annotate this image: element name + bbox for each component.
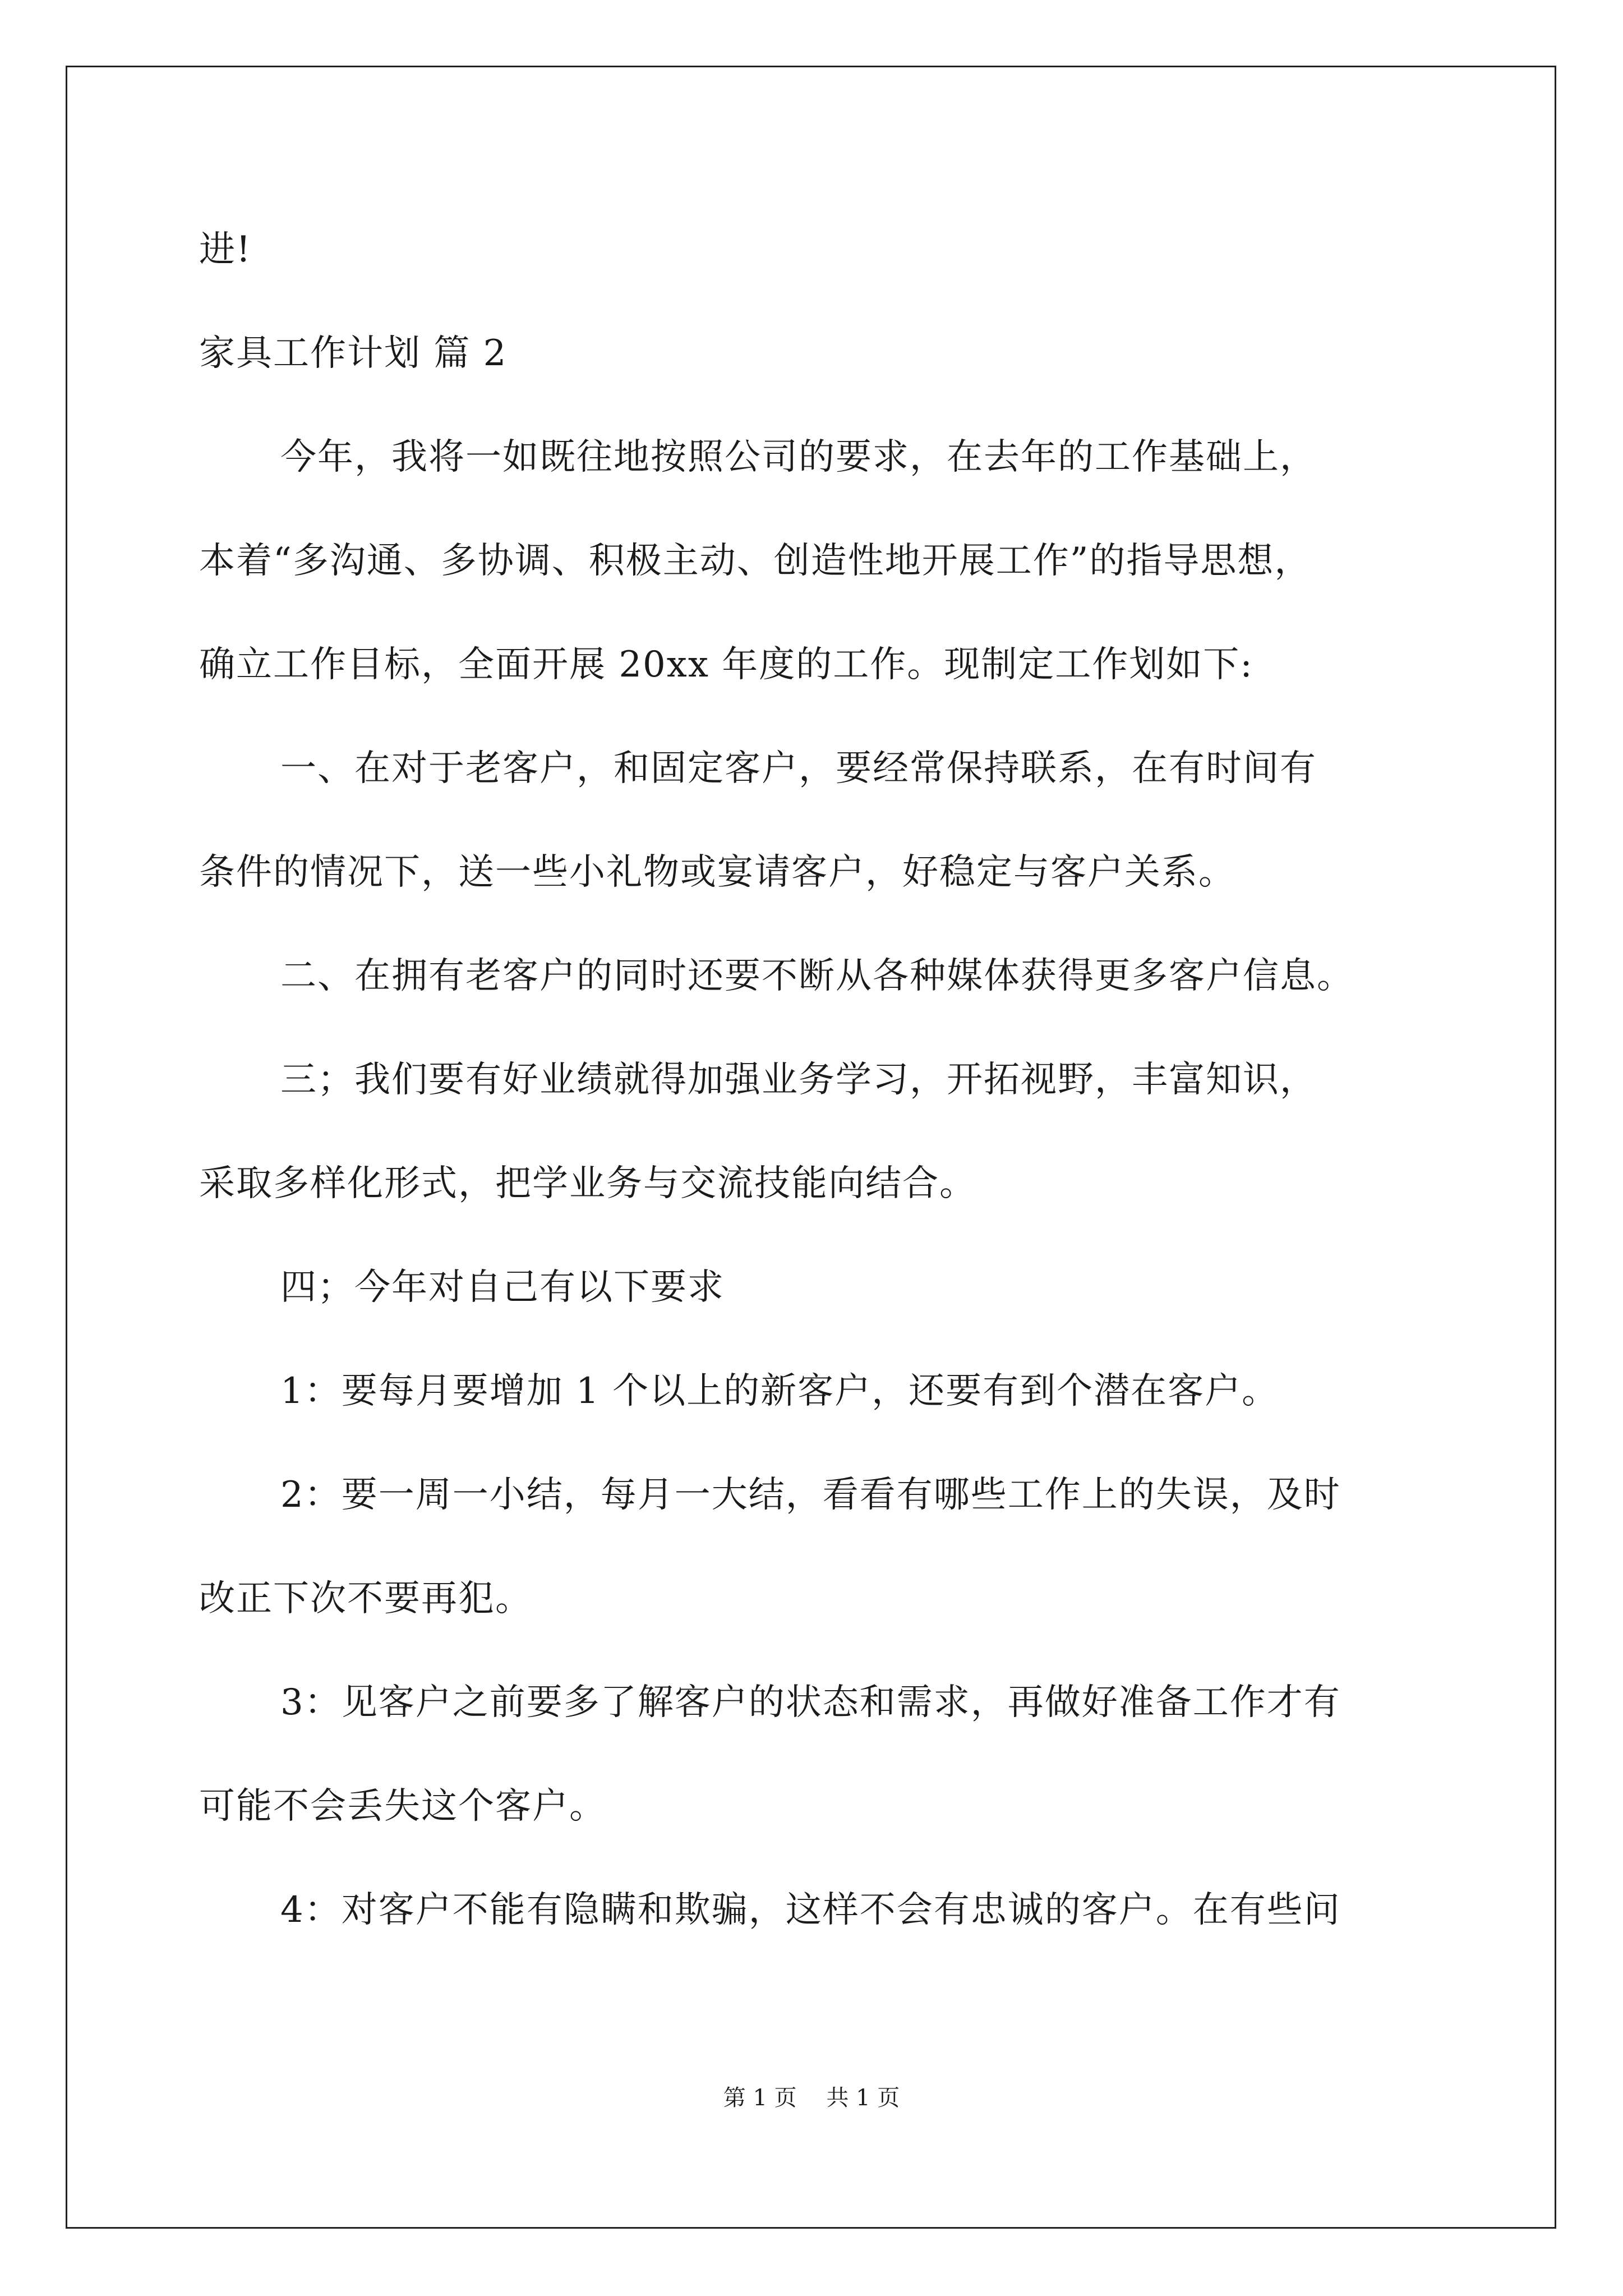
page-footer	[0, 2081, 1623, 2115]
text-line: 一、在对于老客户，和固定客户，要经常保持联系，在有时间有	[280, 748, 1317, 789]
text-line: 改正下次不要再犯。	[199, 1578, 532, 1619]
text-line: 本着“多沟通、多协调、积极主动、创造性地开展工作”的指导思想，	[199, 540, 1312, 582]
text-line: 4：对客户不能有隐瞒和欺骗，这样不会有忠诚的客户。在有些问	[280, 1889, 1341, 1931]
text-line: 四；今年对自己有以下要求	[280, 1267, 725, 1308]
text-line: 进!	[199, 229, 252, 270]
text-line: 可能不会丢失这个客户。	[199, 1786, 606, 1827]
text-line: 2：要一周一小结，每月一大结，看看有哪些工作上的失误，及时	[280, 1474, 1341, 1516]
text-line: 采取多样化形式，把学业务与交流技能向结合。	[199, 1163, 976, 1204]
text-line: 1：要每月要增加 1 个以上的新客户，还要有到个潜在客户。	[280, 1370, 1279, 1412]
text-line: 条件的情况下，送一些小礼物或宴请客户，好稳定与客户关系。	[199, 852, 1235, 893]
text-line: 3：见客户之前要多了解客户的状态和需求，再做好准备工作才有	[280, 1682, 1341, 1723]
text-line: 确立工作目标，全面开展 20xx 年度的工作。现制定工作划如下:	[199, 644, 1253, 685]
text-line: 三；我们要有好业绩就得加强业务学习，开拓视野，丰富知识，	[280, 1059, 1317, 1101]
section-heading: 家具工作计划 篇 2	[199, 333, 508, 374]
page-count: 共 1 页	[826, 2085, 900, 2111]
text-line: 二、在拥有老客户的同时还要不断从各种媒体获得更多客户信息。	[280, 955, 1354, 997]
page-number: 第 1 页	[723, 2085, 797, 2111]
text-line: 今年，我将一如既往地按照公司的要求，在去年的工作基础上，	[280, 436, 1317, 478]
